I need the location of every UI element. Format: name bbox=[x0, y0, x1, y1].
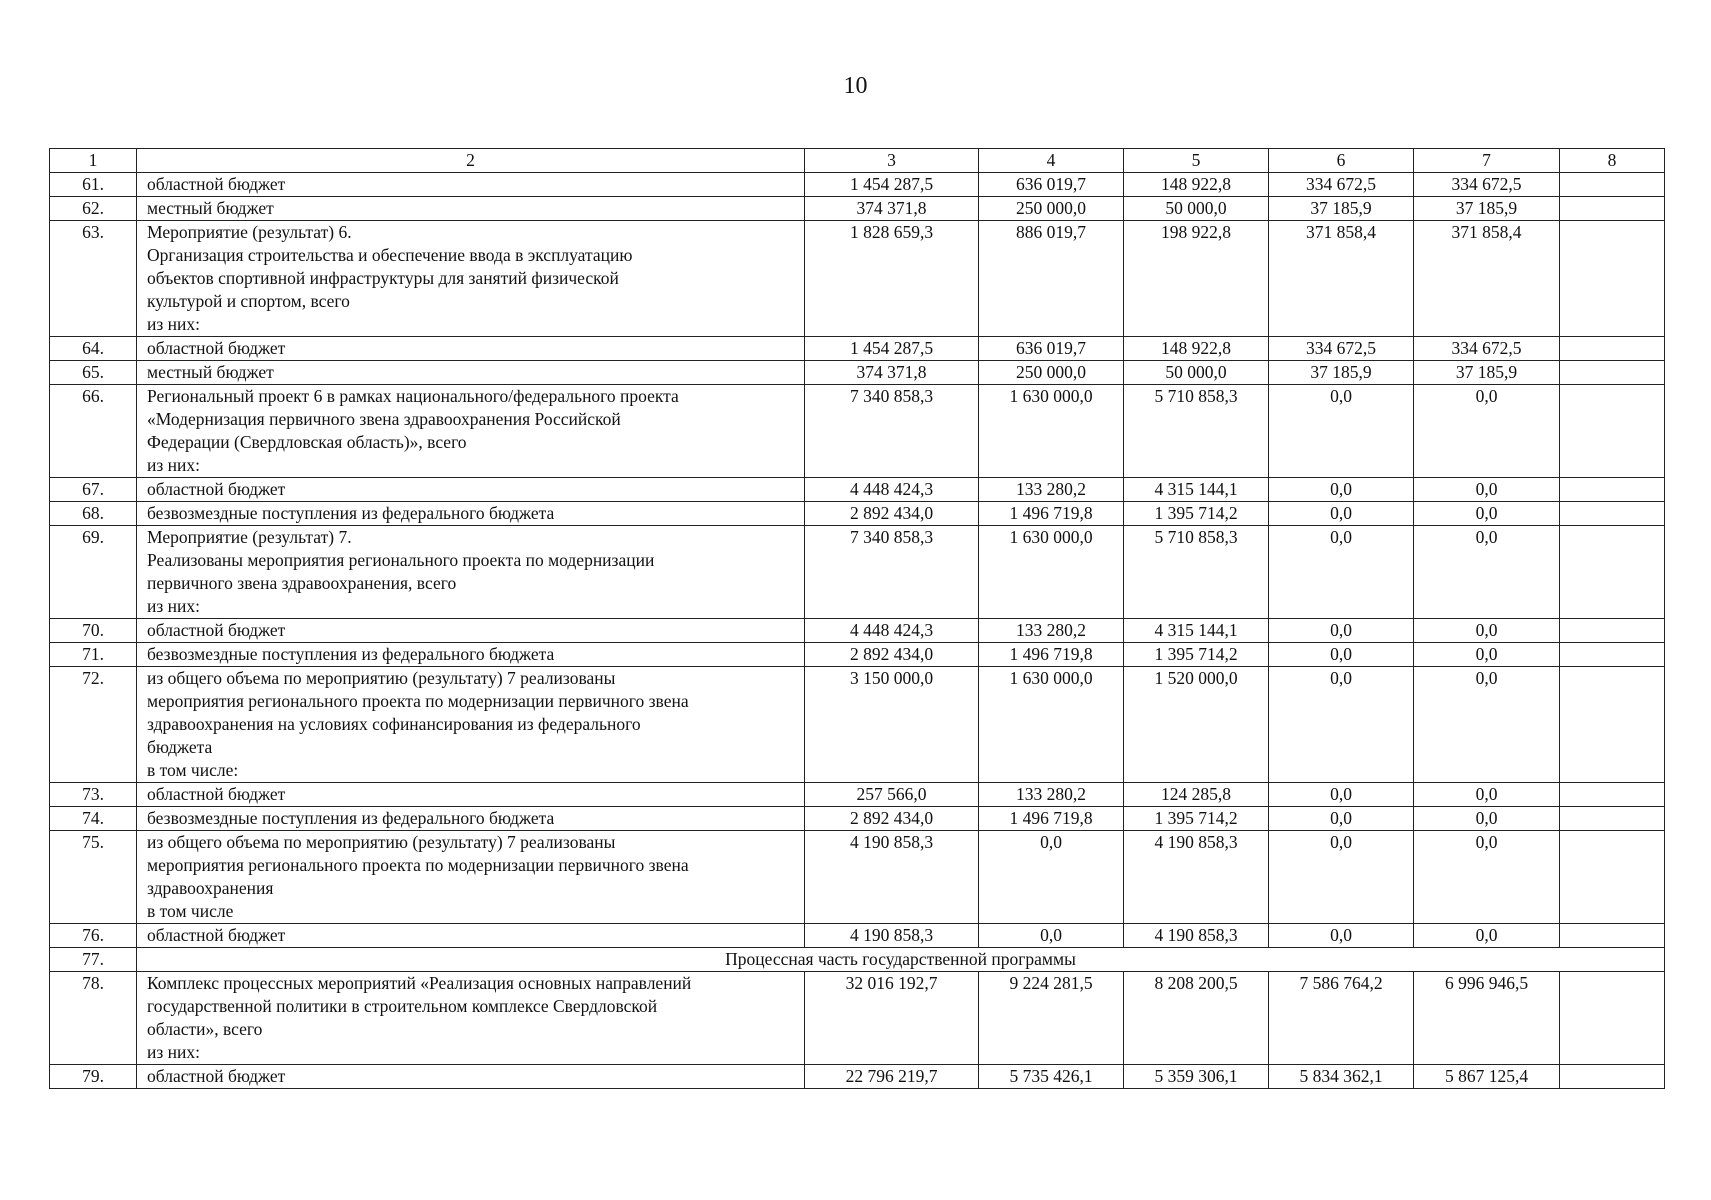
row-description bbox=[137, 1065, 805, 1089]
row-description bbox=[137, 619, 805, 643]
value-cell-col-8 bbox=[1560, 478, 1665, 502]
description-line: Федерации (Свердловская область)», всего bbox=[147, 432, 467, 452]
value-cell-col-5: 50 000,0 bbox=[1124, 361, 1269, 385]
value-cell-col-7: 371 858,4 bbox=[1414, 221, 1560, 337]
row-number: 79. bbox=[50, 1065, 137, 1089]
description-line: мероприятия регионального проекта по модернизации первичного звена bbox=[147, 855, 689, 875]
value-cell-col-4: 133 280,2 bbox=[979, 478, 1124, 502]
description-line: из них: bbox=[147, 455, 200, 475]
row-number: 77. bbox=[50, 948, 137, 972]
row-number: 70. bbox=[50, 619, 137, 643]
row-description bbox=[137, 502, 805, 526]
value-cell-col-6: 334 672,5 bbox=[1269, 173, 1414, 197]
value-cell-col-4: 636 019,7 bbox=[979, 337, 1124, 361]
value-cell-col-6: 0,0 bbox=[1269, 502, 1414, 526]
value-cell-col-8 bbox=[1560, 831, 1665, 924]
table-row bbox=[50, 1065, 1665, 1089]
value-cell-col-7: 0,0 bbox=[1414, 643, 1560, 667]
value-cell-col-3: 2 892 434,0 bbox=[805, 502, 979, 526]
description-line: местный бюджет bbox=[147, 198, 274, 218]
description-line: из них: bbox=[147, 314, 200, 334]
value-cell-col-8 bbox=[1560, 385, 1665, 478]
value-cell-col-8 bbox=[1560, 197, 1665, 221]
value-cell-col-8 bbox=[1560, 924, 1665, 948]
value-cell-col-4: 1 630 000,0 bbox=[979, 385, 1124, 478]
value-cell-col-8 bbox=[1560, 807, 1665, 831]
row-description bbox=[137, 361, 805, 385]
value-cell-col-3: 4 448 424,3 bbox=[805, 478, 979, 502]
value-cell-col-4: 0,0 bbox=[979, 831, 1124, 924]
value-cell-col-3: 1 828 659,3 bbox=[805, 221, 979, 337]
value-cell-col-4: 1 496 719,8 bbox=[979, 502, 1124, 526]
value-cell-col-3: 32 016 192,7 bbox=[805, 972, 979, 1065]
value-cell-col-4: 1 630 000,0 bbox=[979, 526, 1124, 619]
row-number: 69. bbox=[50, 526, 137, 619]
value-cell-col-5: 8 208 200,5 bbox=[1124, 972, 1269, 1065]
value-cell-col-8 bbox=[1560, 361, 1665, 385]
value-cell-col-8 bbox=[1560, 173, 1665, 197]
row-number: 61. bbox=[50, 173, 137, 197]
table-row bbox=[50, 478, 1665, 502]
description-line: мероприятия регионального проекта по модернизации первичного звена bbox=[147, 691, 689, 711]
value-cell-col-4: 250 000,0 bbox=[979, 361, 1124, 385]
value-cell-col-4: 1 630 000,0 bbox=[979, 667, 1124, 783]
value-cell-col-6: 37 185,9 bbox=[1269, 361, 1414, 385]
description-line: бюджета bbox=[147, 737, 213, 757]
row-description bbox=[137, 526, 805, 619]
row-description bbox=[137, 173, 805, 197]
table-row bbox=[50, 643, 1665, 667]
value-cell-col-6: 0,0 bbox=[1269, 385, 1414, 478]
value-cell-col-6: 371 858,4 bbox=[1269, 221, 1414, 337]
value-cell-col-7: 0,0 bbox=[1414, 667, 1560, 783]
value-cell-col-8 bbox=[1560, 221, 1665, 337]
value-cell-col-7: 5 867 125,4 bbox=[1414, 1065, 1560, 1089]
row-number: 72. bbox=[50, 667, 137, 783]
value-cell-col-7: 0,0 bbox=[1414, 502, 1560, 526]
row-number: 74. bbox=[50, 807, 137, 831]
column-header: 5 bbox=[1124, 149, 1269, 173]
value-cell-col-6: 0,0 bbox=[1269, 643, 1414, 667]
value-cell-col-6: 5 834 362,1 bbox=[1269, 1065, 1414, 1089]
page-number: 10 bbox=[843, 73, 868, 99]
value-cell-col-8 bbox=[1560, 972, 1665, 1065]
value-cell-col-6: 0,0 bbox=[1269, 807, 1414, 831]
table-row bbox=[50, 502, 1665, 526]
table-row bbox=[50, 783, 1665, 807]
value-cell-col-3: 22 796 219,7 bbox=[805, 1065, 979, 1089]
value-cell-col-3: 1 454 287,5 bbox=[805, 337, 979, 361]
description-line: из общего объема по мероприятию (результату) 7 реализованы bbox=[147, 668, 616, 688]
column-header: 1 bbox=[50, 149, 137, 173]
value-cell-col-6: 37 185,9 bbox=[1269, 197, 1414, 221]
value-cell-col-4: 133 280,2 bbox=[979, 619, 1124, 643]
description-line: областной бюджет bbox=[147, 338, 286, 358]
description-line: объектов спортивной инфраструктуры для занятий физической bbox=[147, 268, 619, 288]
value-cell-col-7: 0,0 bbox=[1414, 619, 1560, 643]
value-cell-col-4: 1 496 719,8 bbox=[979, 643, 1124, 667]
value-cell-col-5: 5 710 858,3 bbox=[1124, 526, 1269, 619]
budget-table bbox=[49, 148, 1665, 1089]
value-cell-col-5: 4 315 144,1 bbox=[1124, 478, 1269, 502]
value-cell-col-8 bbox=[1560, 667, 1665, 783]
value-cell-col-8 bbox=[1560, 526, 1665, 619]
table-row bbox=[50, 526, 1665, 619]
row-number: 63. bbox=[50, 221, 137, 337]
row-number: 76. bbox=[50, 924, 137, 948]
row-number: 64. bbox=[50, 337, 137, 361]
value-cell-col-7: 0,0 bbox=[1414, 783, 1560, 807]
value-cell-col-7: 0,0 bbox=[1414, 924, 1560, 948]
row-description bbox=[137, 831, 805, 924]
value-cell-col-5: 5 710 858,3 bbox=[1124, 385, 1269, 478]
description-line: государственной политики в строительном комплексе Свердловской bbox=[147, 996, 658, 1016]
description-line: Региональный проект 6 в рамках национального/федерального проекта bbox=[147, 386, 679, 406]
description-line: областной бюджет bbox=[147, 174, 286, 194]
description-line: из них: bbox=[147, 596, 200, 616]
row-number: 62. bbox=[50, 197, 137, 221]
row-description bbox=[137, 337, 805, 361]
value-cell-col-5: 50 000,0 bbox=[1124, 197, 1269, 221]
row-number: 71. bbox=[50, 643, 137, 667]
value-cell-col-5: 124 285,8 bbox=[1124, 783, 1269, 807]
description-line: областной бюджет bbox=[147, 620, 286, 640]
value-cell-col-3: 257 566,0 bbox=[805, 783, 979, 807]
description-line: безвозмездные поступления из федерального бюджета bbox=[147, 808, 555, 828]
value-cell-col-7: 334 672,5 bbox=[1414, 173, 1560, 197]
value-cell-col-5: 4 315 144,1 bbox=[1124, 619, 1269, 643]
value-cell-col-4: 250 000,0 bbox=[979, 197, 1124, 221]
value-cell-col-6: 0,0 bbox=[1269, 831, 1414, 924]
description-line: области», всего bbox=[147, 1019, 263, 1039]
table-row bbox=[50, 948, 1665, 972]
value-cell-col-7: 6 996 946,5 bbox=[1414, 972, 1560, 1065]
description-line: областной бюджет bbox=[147, 925, 286, 945]
section-heading: Процессная часть государственной программы bbox=[137, 948, 1665, 972]
description-line: Реализованы мероприятия регионального проекта по модернизации bbox=[147, 550, 655, 570]
table-row bbox=[50, 361, 1665, 385]
row-description bbox=[137, 221, 805, 337]
row-number: 75. bbox=[50, 831, 137, 924]
table-row bbox=[50, 807, 1665, 831]
value-cell-col-8 bbox=[1560, 643, 1665, 667]
description-line: безвозмездные поступления из федерального бюджета bbox=[147, 503, 555, 523]
table-row bbox=[50, 831, 1665, 924]
value-cell-col-4: 636 019,7 bbox=[979, 173, 1124, 197]
value-cell-col-6: 0,0 bbox=[1269, 478, 1414, 502]
value-cell-col-6: 7 586 764,2 bbox=[1269, 972, 1414, 1065]
value-cell-col-5: 148 922,8 bbox=[1124, 173, 1269, 197]
value-cell-col-6: 334 672,5 bbox=[1269, 337, 1414, 361]
value-cell-col-4: 1 496 719,8 bbox=[979, 807, 1124, 831]
description-line: здравоохранения на условиях софинансирования из федерального bbox=[147, 714, 641, 734]
description-line: Комплекс процессных мероприятий «Реализация основных направлений bbox=[147, 973, 692, 993]
description-line: областной бюджет bbox=[147, 479, 286, 499]
value-cell-col-8 bbox=[1560, 337, 1665, 361]
value-cell-col-7: 334 672,5 bbox=[1414, 337, 1560, 361]
value-cell-col-3: 4 190 858,3 bbox=[805, 831, 979, 924]
description-line: Мероприятие (результат) 6. bbox=[147, 222, 352, 242]
description-line: культурой и спортом, всего bbox=[147, 291, 350, 311]
value-cell-col-3: 7 340 858,3 bbox=[805, 385, 979, 478]
value-cell-col-4: 5 735 426,1 bbox=[979, 1065, 1124, 1089]
column-header: 2 bbox=[137, 149, 805, 173]
description-line: в том числе: bbox=[147, 760, 239, 780]
value-cell-col-6: 0,0 bbox=[1269, 783, 1414, 807]
value-cell-col-5: 5 359 306,1 bbox=[1124, 1065, 1269, 1089]
value-cell-col-3: 374 371,8 bbox=[805, 361, 979, 385]
row-description bbox=[137, 972, 805, 1065]
value-cell-col-7: 0,0 bbox=[1414, 831, 1560, 924]
row-description bbox=[137, 478, 805, 502]
description-line: местный бюджет bbox=[147, 362, 274, 382]
table-row bbox=[50, 619, 1665, 643]
description-line: здравоохранения bbox=[147, 878, 274, 898]
row-description bbox=[137, 667, 805, 783]
table-row bbox=[50, 385, 1665, 478]
description-line: Мероприятие (результат) 7. bbox=[147, 527, 352, 547]
description-line: Организация строительства и обеспечение ввода в эксплуатацию bbox=[147, 245, 633, 265]
value-cell-col-6: 0,0 bbox=[1269, 619, 1414, 643]
row-description bbox=[137, 807, 805, 831]
column-header: 8 bbox=[1560, 149, 1665, 173]
value-cell-col-8 bbox=[1560, 502, 1665, 526]
value-cell-col-5: 1 395 714,2 bbox=[1124, 643, 1269, 667]
value-cell-col-7: 37 185,9 bbox=[1414, 361, 1560, 385]
table-row bbox=[50, 337, 1665, 361]
row-description bbox=[137, 643, 805, 667]
row-number: 68. bbox=[50, 502, 137, 526]
row-number: 78. bbox=[50, 972, 137, 1065]
description-line: безвозмездные поступления из федерального бюджета bbox=[147, 644, 555, 664]
column-header: 7 bbox=[1414, 149, 1560, 173]
value-cell-col-7: 37 185,9 bbox=[1414, 197, 1560, 221]
row-description bbox=[137, 385, 805, 478]
row-number: 67. bbox=[50, 478, 137, 502]
description-line: в том числе bbox=[147, 901, 234, 921]
value-cell-col-6: 0,0 bbox=[1269, 667, 1414, 783]
row-description bbox=[137, 783, 805, 807]
value-cell-col-3: 374 371,8 bbox=[805, 197, 979, 221]
value-cell-col-6: 0,0 bbox=[1269, 924, 1414, 948]
value-cell-col-3: 4 190 858,3 bbox=[805, 924, 979, 948]
value-cell-col-3: 4 448 424,3 bbox=[805, 619, 979, 643]
table-row bbox=[50, 972, 1665, 1065]
table-row bbox=[50, 924, 1665, 948]
value-cell-col-7: 0,0 bbox=[1414, 807, 1560, 831]
value-cell-col-5: 1 395 714,2 bbox=[1124, 502, 1269, 526]
description-line: областной бюджет bbox=[147, 1066, 286, 1086]
table-row bbox=[50, 173, 1665, 197]
description-line: «Модернизация первичного звена здравоохранения Российской bbox=[147, 409, 621, 429]
column-header: 6 bbox=[1269, 149, 1414, 173]
description-line: из них: bbox=[147, 1042, 200, 1062]
value-cell-col-5: 148 922,8 bbox=[1124, 337, 1269, 361]
value-cell-col-8 bbox=[1560, 1065, 1665, 1089]
row-number: 65. bbox=[50, 361, 137, 385]
column-number-row bbox=[50, 149, 1665, 173]
table-row bbox=[50, 197, 1665, 221]
value-cell-col-6: 0,0 bbox=[1269, 526, 1414, 619]
value-cell-col-4: 9 224 281,5 bbox=[979, 972, 1124, 1065]
value-cell-col-5: 4 190 858,3 bbox=[1124, 924, 1269, 948]
description-line: первичного звена здравоохранения, всего bbox=[147, 573, 457, 593]
value-cell-col-7: 0,0 bbox=[1414, 385, 1560, 478]
table-row bbox=[50, 221, 1665, 337]
table-body bbox=[50, 173, 1665, 1089]
description-line: областной бюджет bbox=[147, 784, 286, 804]
value-cell-col-4: 886 019,7 bbox=[979, 221, 1124, 337]
value-cell-col-3: 1 454 287,5 bbox=[805, 173, 979, 197]
value-cell-col-3: 3 150 000,0 bbox=[805, 667, 979, 783]
description-line: из общего объема по мероприятию (результату) 7 реализованы bbox=[147, 832, 616, 852]
row-number: 66. bbox=[50, 385, 137, 478]
value-cell-col-7: 0,0 bbox=[1414, 526, 1560, 619]
value-cell-col-4: 0,0 bbox=[979, 924, 1124, 948]
value-cell-col-3: 2 892 434,0 bbox=[805, 643, 979, 667]
column-header: 4 bbox=[979, 149, 1124, 173]
value-cell-col-5: 198 922,8 bbox=[1124, 221, 1269, 337]
table-row bbox=[50, 667, 1665, 783]
value-cell-col-8 bbox=[1560, 783, 1665, 807]
column-header: 3 bbox=[805, 149, 979, 173]
row-number: 73. bbox=[50, 783, 137, 807]
value-cell-col-5: 1 520 000,0 bbox=[1124, 667, 1269, 783]
value-cell-col-3: 2 892 434,0 bbox=[805, 807, 979, 831]
value-cell-col-7: 0,0 bbox=[1414, 478, 1560, 502]
value-cell-col-8 bbox=[1560, 619, 1665, 643]
value-cell-col-3: 7 340 858,3 bbox=[805, 526, 979, 619]
row-description bbox=[137, 197, 805, 221]
value-cell-col-4: 133 280,2 bbox=[979, 783, 1124, 807]
value-cell-col-5: 1 395 714,2 bbox=[1124, 807, 1269, 831]
value-cell-col-5: 4 190 858,3 bbox=[1124, 831, 1269, 924]
row-description bbox=[137, 924, 805, 948]
